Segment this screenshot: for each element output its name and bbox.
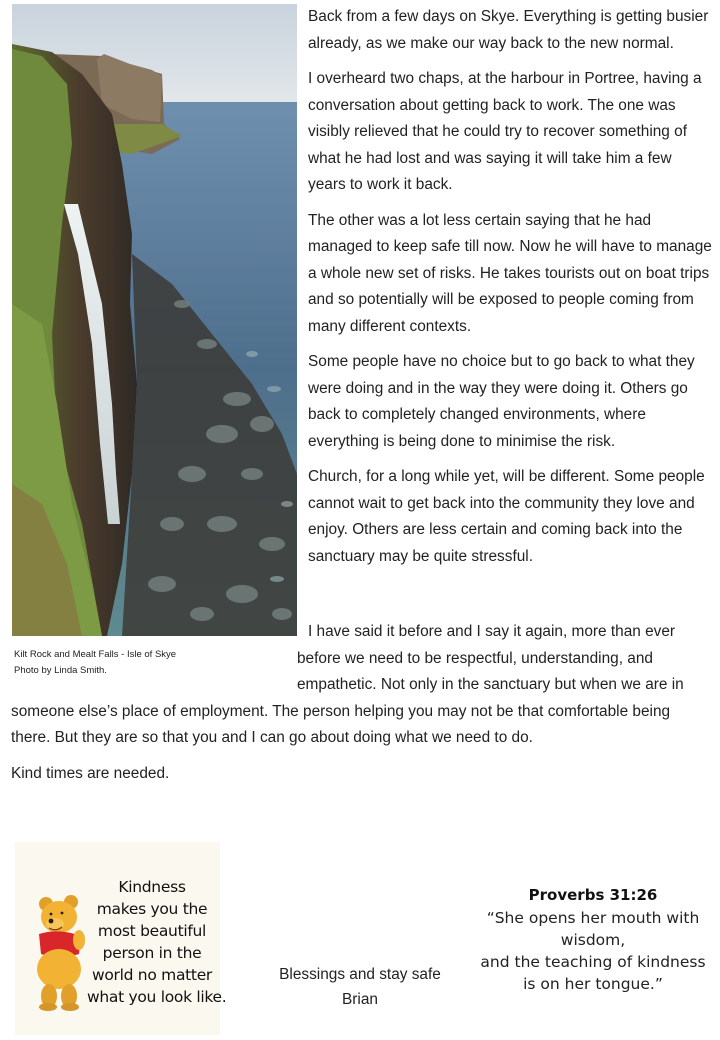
paragraph-1: Back from a few days on Skye. Everything is getting busier already, as we make our way back to the new normal. [308,8,709,52]
paragraph-6-line3: empathetic. Not only in the sanctuary but when we are in [297,676,684,693]
kindness-line: world no matter [92,966,212,984]
kindness-line: Kindness [118,878,186,896]
paragraph-5: Church, for a long while yet, will be different. Some people cannot wait to get back into the community they love and enjoy. Others are less certain and coming back into the sanctuary may be quite stressful. [308,468,705,565]
paragraph-6 [11,619,711,752]
kindness-line: most beautiful [97,922,207,940]
signoff [262,962,458,1012]
kindness-quote [87,876,227,1008]
verse-reference: Proverbs 31:26 [528,886,658,904]
paragraph-6-line1: I have said it before and I say it again, more than ever [308,623,676,640]
verse-line: “She opens her mouth with [486,909,700,927]
caption-credit: Photo by Linda Smith. [14,665,107,676]
kindness-line: person in the [102,944,202,962]
verse-line: is on her tongue.” [523,975,663,993]
signoff-blessing: Blessings and stay safe [279,966,441,983]
paragraph-4: Some people have no choice but to go back to what they were doing and in the way they were doing it. Others go back to completely changed environments, where everything is being done to minimise the risk. [308,353,695,450]
article-wrap [11,619,711,787]
kindness-quote-card [15,842,227,1035]
article-column [308,4,712,579]
paragraph-3: The other was a lot less certain saying that he had managed to keep safe till now. Now he will have to manage a whole new set of risks. He takes tourists out on boat trips and so potentially will be exposed to people coming from many different contexts. [308,211,712,335]
cliff-waterfall-photo [12,4,297,636]
kindness-line: makes you the [96,900,208,918]
signoff-name: Brian [342,991,378,1008]
paragraph-6-rest: someone else’s place of employment. The person helping you may not be that comfortable being there. But they are so that you and I can go about doing what we need to do. [11,702,671,746]
closing-line: Kind times are needed. [11,764,170,782]
paragraph-2: I overheard two chaps, at the harbour in Portree, having a conversation about getting back to work. The one was visibly relieved that he could try to recover something of what he had lost and was saying it will take him a few years to work it back. [308,70,702,193]
kindness-line: what you look like. [87,988,227,1006]
bible-verse [470,884,716,995]
caption-title: Kilt Rock and Mealt Falls - Isle of Skye [14,649,177,660]
verse-line: wisdom, [560,931,626,949]
paragraph-6-line2: before we need to be respectful, understanding, and [297,649,653,667]
verse-line: and the teaching of kindness [480,953,706,971]
